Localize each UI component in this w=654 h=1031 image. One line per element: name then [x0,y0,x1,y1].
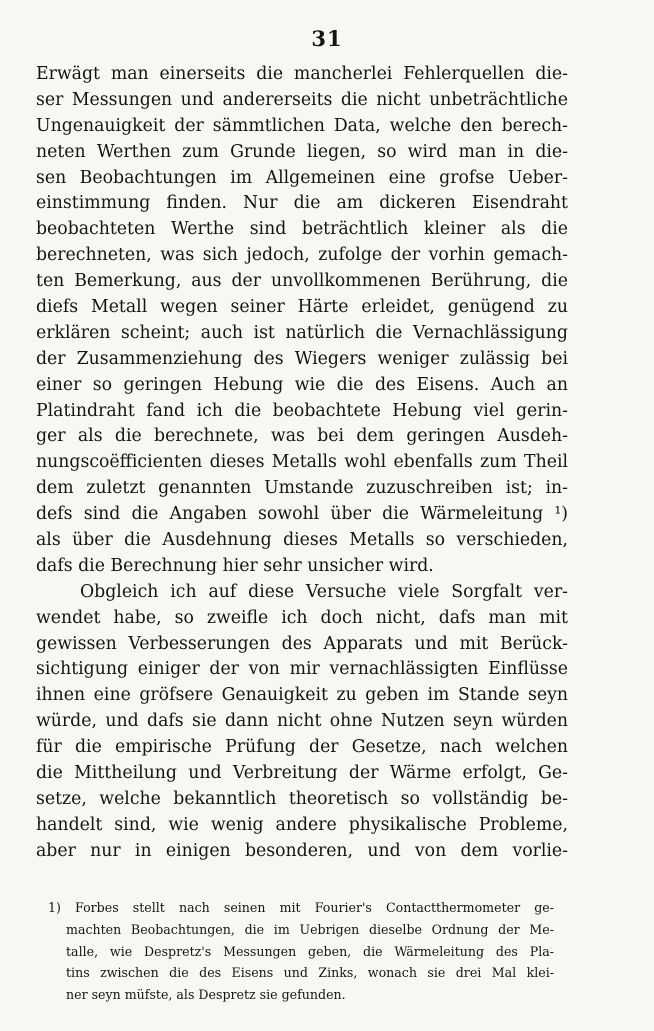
text-line: als über die Ausdehnung dieses Metalls so verschieden, [36,530,568,551]
paragraph-start-line: Obgleich ich auf diese Versuche viele Sorgfalt ver- [80,581,568,602]
text-line: Erwägt man einerseits die mancherlei Fehlerquellen die- [36,64,568,84]
page-number: 31 [311,26,343,51]
text-line: dem zuletzt genannten Umstande zuzuschreiben ist; in- [36,478,568,499]
text-line: der Zusammenziehung des Wiegers weniger zulässig bei [36,348,568,369]
text-line: defs sind die Angaben sowohl über die Wärmeleitung ¹) [36,504,568,525]
text-line: diefs Metall wegen seiner Härte erleidet, genügend zu [36,297,568,318]
footnote-line: ner seyn müfste, als Despretz sie gefunden. [66,987,346,1003]
text-line: einstimmung finden. Nur die am dickeren Eisendraht [36,193,568,214]
footnote-line: tins zwischen die des Eisens und Zinks, wonach sie drei Mal klei- [66,965,554,981]
text-line: die Mittheilung und Verbreitung der Wärme erfolgt, Ge- [36,763,568,784]
text-line: für die empirische Prüfung der Gesetze, nach welchen [36,737,568,758]
text-line: Ungenauigkeit der sämmtlichen Data, welche den berech- [36,115,568,136]
footnote-line: machten Beobachtungen, die im Uebrigen dieselbe Ordnung der Me- [66,921,554,937]
text-line: neten Werthen zum Grunde liegen, so wird man in die- [36,141,568,162]
paragraph-end-line: dafs die Berechnung hier sehr unsicher wird. [36,555,434,576]
text-line: berechneten, was sich jedoch, zufolge der vorhin gemach- [36,245,568,266]
footnote [48,897,554,1006]
text-line: Platindraht fand ich die beobachtete Hebung viel gerin- [36,400,568,421]
text-line: sichtigung einiger der von mir vernachlässigten Einflüsse [36,659,568,680]
text-line: erklären scheint; auch ist natürlich die Vernachlässigung [36,322,568,343]
text-line: ger als die berechnete, was bei dem geringen Ausdeh- [36,426,568,447]
footnote-line: 1) Forbes stellt nach seinen mit Fourier's Contactthermometer ge- [48,900,554,915]
text-line: ihnen eine gröfsere Genauigkeit zu geben im Stande seyn [36,685,568,706]
text-line: gewissen Verbesserungen des Apparats und mit Berück- [36,633,568,654]
text-line: würde, und dafs sie dann nicht ohne Nutzen seyn würden [36,711,568,732]
text-line: nungscoëfficienten dieses Metalls wohl ebenfalls zum Theil [36,452,568,473]
text-line: ser Messungen und andererseits die nicht unbeträchtliche [36,89,568,110]
text-line: sen Beobachtungen im Allgemeinen eine grofse Ueber- [36,167,568,188]
body-text [36,62,568,865]
text-line: beobachteten Werthe sind beträchtlich kleiner als die [36,219,568,240]
text-line: wendet habe, so zweifle ich doch nicht, dafs man mit [36,607,568,628]
text-line: ten Bemerkung, aus der unvollkommenen Berührung, die [36,271,568,292]
text-line: setze, welche bekanntlich theoretisch so vollständig be- [36,788,568,809]
text-line: handelt sind, wie wenig andere physikalische Probleme, [36,814,568,835]
footnote-line: talle, wie Despretz's Messungen geben, die Wärmeleitung des Pla- [66,943,554,959]
text-line: aber nur in einigen besonderen, und von dem vorlie- [36,840,568,861]
text-line: einer so geringen Hebung wie die des Eisens. Auch an [36,374,568,395]
